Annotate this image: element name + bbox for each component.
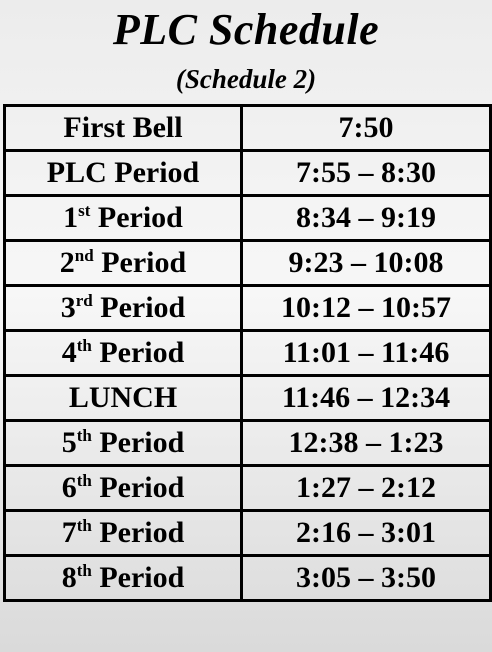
period-label: LUNCH [68, 381, 178, 414]
period-ordinal-suffix: th [76, 561, 92, 580]
period-name-cell [5, 106, 242, 151]
period-name-cell [5, 196, 242, 241]
period-number: 8 [61, 561, 77, 594]
period-ordinal-suffix: nd [74, 246, 94, 265]
period-number: 3 [60, 291, 76, 324]
period-ordinal-suffix: th [76, 426, 92, 445]
period-name-cell [5, 556, 242, 601]
period-time-cell: 11:01 – 11:46 [242, 331, 491, 376]
period-name-cell [5, 376, 242, 421]
period-number: 1 [63, 201, 79, 234]
period-number: 4 [61, 336, 77, 369]
table-row [5, 511, 491, 556]
table-row [5, 106, 491, 151]
period-time-cell: 10:12 – 10:57 [242, 286, 491, 331]
period-name-cell [5, 151, 242, 196]
period-name-cell [5, 331, 242, 376]
period-time-cell: 7:55 – 8:30 [242, 151, 491, 196]
table-row [5, 241, 491, 286]
period-ordinal-suffix: th [76, 471, 92, 490]
period-time-cell: 8:34 – 9:19 [242, 196, 491, 241]
schedule-table [3, 104, 492, 602]
period-number: 7 [61, 516, 77, 549]
table-row [5, 556, 491, 601]
period-label: Period [91, 516, 185, 549]
period-name-cell [5, 421, 242, 466]
table-row [5, 331, 491, 376]
period-label: Period [91, 426, 185, 459]
period-label: Period [91, 336, 185, 369]
table-row [5, 196, 491, 241]
period-time-cell: 11:46 – 12:34 [242, 376, 491, 421]
period-time-cell: 9:23 – 10:08 [242, 241, 491, 286]
schedule-table-body [5, 106, 491, 601]
table-row [5, 286, 491, 331]
period-ordinal-suffix: rd [75, 291, 93, 310]
page-subtitle: (Schedule 2) [175, 64, 317, 94]
period-label: Period [92, 291, 186, 324]
period-ordinal-suffix: st [78, 201, 91, 220]
table-row [5, 151, 491, 196]
table-row [5, 466, 491, 511]
table-row [5, 421, 491, 466]
period-time-cell: 1:27 – 2:12 [242, 466, 491, 511]
page-title: PLC Schedule [112, 5, 380, 54]
period-number: 6 [61, 471, 77, 504]
period-label: Period [91, 561, 185, 594]
period-label: Period [93, 246, 187, 279]
period-name-cell [5, 241, 242, 286]
period-ordinal-suffix: th [76, 336, 92, 355]
period-name-cell [5, 511, 242, 556]
period-number: 5 [61, 426, 77, 459]
period-time-cell: 12:38 – 1:23 [242, 421, 491, 466]
period-label: First Bell [63, 111, 183, 144]
period-name-cell [5, 466, 242, 511]
period-label: PLC Period [46, 156, 200, 189]
period-time-cell: 3:05 – 3:50 [242, 556, 491, 601]
period-time-cell: 2:16 – 3:01 [242, 511, 491, 556]
period-label: Period [90, 201, 183, 234]
period-label: Period [91, 471, 185, 504]
table-row [5, 376, 491, 421]
period-number: 2 [59, 246, 75, 279]
period-ordinal-suffix: th [76, 516, 92, 535]
period-time-cell: 7:50 [242, 106, 491, 151]
period-name-cell [5, 286, 242, 331]
